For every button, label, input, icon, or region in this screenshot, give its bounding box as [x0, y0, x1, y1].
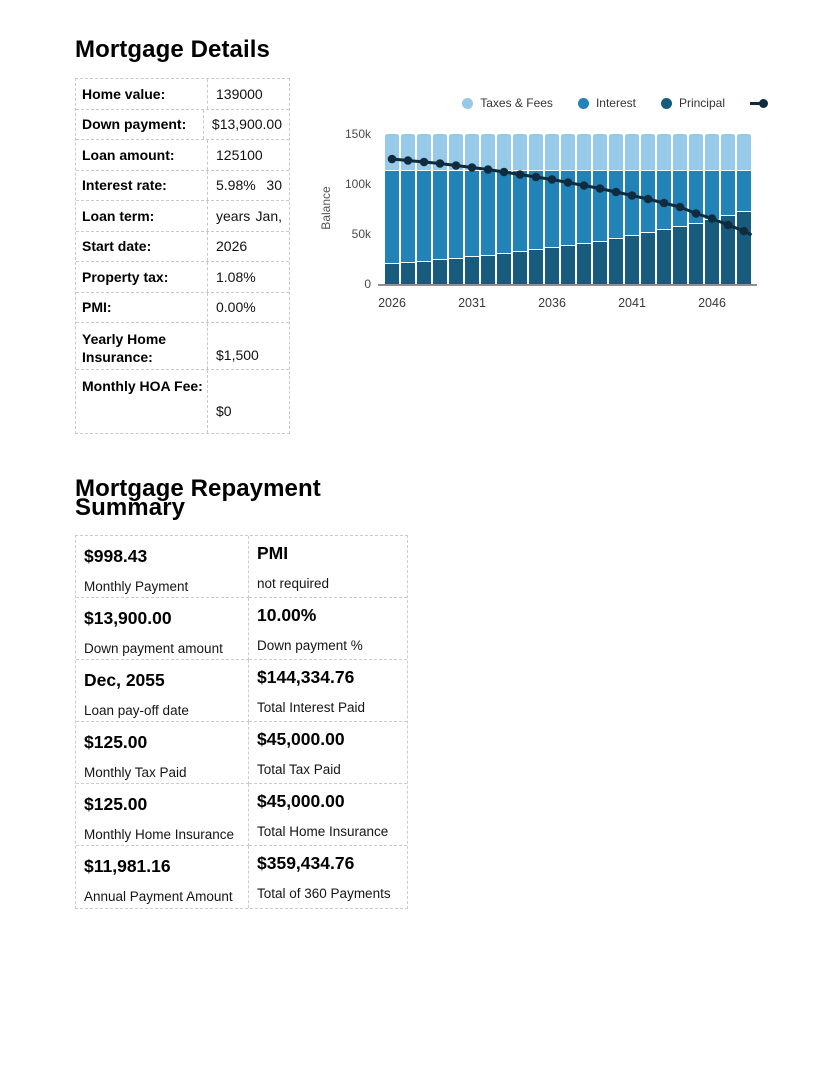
bar-segment-principal	[593, 242, 607, 285]
details-value-text: 125100	[216, 146, 263, 163]
x-tick-2046: 2046	[698, 296, 726, 310]
bar-segment-taxes	[721, 134, 735, 171]
bar-segment-interest	[609, 171, 623, 239]
details-row-label: PMI:	[76, 293, 208, 323]
bar-segment-principal	[561, 246, 575, 284]
summary-cell-label: Total Home Insurance	[257, 824, 389, 839]
summary-cell	[249, 846, 407, 908]
legend-item-balance	[750, 98, 770, 109]
bar-segment-taxes	[401, 134, 415, 171]
y-tick-50k: 50k	[351, 227, 371, 241]
bar-segment-taxes	[513, 134, 527, 171]
details-row-value	[208, 140, 289, 170]
bar-2041	[625, 134, 639, 284]
summary-cell-value: $45,000.00	[257, 729, 345, 749]
details-row-label: Down payment:	[76, 110, 204, 140]
bar-segment-principal	[641, 233, 655, 284]
bar-segment-interest	[497, 171, 511, 255]
bar-segment-principal	[737, 212, 751, 284]
details-value-text: 1.08%	[216, 268, 256, 285]
bar-segment-principal	[497, 254, 511, 284]
bar-segment-taxes	[593, 134, 607, 171]
bar-2035	[529, 134, 543, 284]
bar-segment-interest	[593, 171, 607, 242]
details-row-label: Start date:	[76, 232, 208, 262]
legend-item-taxes-fees	[462, 96, 553, 110]
details-value-text: 5.98%	[216, 177, 256, 194]
bar-segment-interest	[721, 171, 735, 217]
summary-cell	[249, 598, 407, 660]
bar-2036	[545, 134, 559, 284]
bar-2037	[561, 134, 575, 284]
bar-segment-interest	[465, 171, 479, 258]
details-row	[76, 79, 289, 110]
bar-2028	[417, 134, 431, 284]
summary-cell	[76, 536, 249, 598]
summary-section-title	[75, 475, 321, 521]
bar-segment-interest	[673, 171, 687, 228]
bar-segment-interest	[529, 171, 543, 251]
summary-cell-label: Annual Payment Amount	[84, 889, 233, 904]
summary-cell-value: $45,000.00	[257, 791, 345, 811]
bar-2045	[689, 134, 703, 284]
summary-cell-label: Monthly Tax Paid	[84, 765, 187, 780]
details-row	[76, 171, 289, 202]
bar-segment-taxes	[529, 134, 543, 171]
bar-segment-principal	[689, 224, 703, 284]
repayment-summary-grid	[75, 535, 408, 909]
bar-2046	[705, 134, 719, 284]
details-row-label: Home value:	[76, 79, 208, 109]
details-row	[76, 201, 289, 232]
legend-label: Principal	[678, 96, 725, 110]
bar-segment-principal	[705, 220, 719, 284]
details-value-text: years	[216, 207, 251, 224]
bar-segment-taxes	[577, 134, 591, 171]
bar-segment-interest	[577, 171, 591, 244]
bar-segment-principal	[577, 244, 591, 284]
bar-segment-taxes	[561, 134, 575, 171]
details-value-text: 139000	[216, 85, 263, 102]
summary-cell	[76, 784, 249, 846]
bar-segment-taxes	[609, 134, 623, 171]
bar-segment-interest	[641, 171, 655, 234]
bar-2048	[737, 134, 751, 284]
summary-cell	[249, 784, 407, 846]
bar-segment-principal	[401, 263, 415, 284]
summary-cell	[76, 660, 249, 722]
bar-segment-principal	[657, 230, 671, 284]
details-row-value	[204, 110, 289, 140]
bar-segment-taxes	[689, 134, 703, 171]
bar-segment-interest	[417, 171, 431, 262]
bar-segment-taxes	[737, 134, 751, 171]
details-value-text: $1,500	[216, 347, 259, 363]
summary-cell-value: $125.00	[84, 794, 148, 814]
details-row	[76, 370, 289, 433]
bar-2032	[481, 134, 495, 284]
bar-segment-taxes	[433, 134, 447, 171]
x-tick-2031: 2031	[458, 296, 486, 310]
details-row-label: Loan term:	[76, 201, 208, 231]
bar-2039	[593, 134, 607, 284]
details-row-value	[208, 262, 289, 292]
summary-cell	[76, 722, 249, 784]
summary-cell-value: PMI	[257, 543, 289, 563]
summary-cell-value: $11,981.16	[84, 856, 171, 876]
bar-segment-taxes	[641, 134, 655, 171]
bar-segment-interest	[401, 171, 415, 263]
bar-segment-taxes	[385, 134, 399, 171]
summary-cell-label: Total of 360 Payments	[257, 886, 391, 901]
bar-segment-principal	[465, 257, 479, 284]
details-row-value	[208, 293, 289, 323]
legend-swatch-icon	[661, 98, 672, 109]
balance-chart	[310, 90, 780, 325]
summary-cell-label: Total Interest Paid	[257, 700, 366, 715]
y-tick-150k: 150k	[344, 127, 371, 141]
summary-cell-label: Down payment amount	[84, 641, 223, 656]
bar-segment-taxes	[449, 134, 463, 171]
chart-legend	[310, 96, 770, 110]
bar-segment-interest	[625, 171, 639, 237]
details-value-text: 0.00%	[216, 299, 256, 316]
summary-title-line2: Summary	[75, 494, 186, 521]
details-row-label: Property tax:	[76, 262, 208, 292]
bar-segment-principal	[609, 239, 623, 284]
details-row	[76, 293, 289, 324]
details-row-value	[208, 171, 289, 201]
summary-title-line1: Mortgage Repayment	[75, 475, 321, 502]
legend-swatch-icon	[578, 98, 589, 109]
bar-segment-principal	[529, 250, 543, 284]
mortgage-details-table	[75, 78, 290, 434]
summary-cell-value: 10.00%	[257, 605, 317, 625]
details-row-label: Interest rate:	[76, 171, 208, 201]
legend-label: Taxes & Fees	[480, 96, 553, 110]
summary-cell-value: $359,434.76	[257, 853, 355, 873]
summary-cell-label: not required	[257, 576, 330, 591]
summary-cell-value: $144,334.76	[257, 667, 355, 687]
x-tick-2041: 2041	[618, 296, 646, 310]
details-value-text: 2026	[216, 238, 248, 255]
bar-2029	[433, 134, 447, 284]
details-row-label: Yearly Home Insurance:	[76, 323, 208, 369]
bar-segment-taxes	[625, 134, 639, 171]
bar-segment-taxes	[673, 134, 687, 171]
bar-segment-interest	[513, 171, 527, 253]
details-row-value	[208, 232, 289, 262]
details-row-label: Loan amount:	[76, 140, 208, 170]
details-row-value	[208, 79, 289, 109]
bar-2033	[497, 134, 511, 284]
legend-item-interest	[578, 96, 636, 110]
summary-cell	[249, 536, 407, 598]
bar-segment-taxes	[497, 134, 511, 171]
bar-segment-principal	[673, 227, 687, 284]
bar-segment-interest	[657, 171, 671, 231]
x-tick-2026: 2026	[378, 296, 406, 310]
bar-segment-interest	[449, 171, 463, 259]
bar-2044	[673, 134, 687, 284]
y-axis-label: Balance	[319, 186, 333, 230]
bar-segment-interest	[561, 171, 575, 247]
bar-segment-interest	[737, 171, 751, 213]
bar-2026	[385, 134, 399, 284]
bar-2047	[721, 134, 735, 284]
bar-2042	[641, 134, 655, 284]
bar-segment-interest	[705, 171, 719, 221]
bar-segment-taxes	[545, 134, 559, 171]
bar-segment-principal	[721, 216, 735, 284]
bar-segment-principal	[449, 259, 463, 284]
bar-segment-taxes	[417, 134, 431, 171]
bar-segment-principal	[625, 236, 639, 284]
bar-segment-taxes	[657, 134, 671, 171]
summary-cell-value: $998.43	[84, 546, 148, 566]
details-row-value	[208, 370, 289, 433]
details-row	[76, 140, 289, 171]
details-section-title: Mortgage Details	[75, 36, 270, 63]
details-row-value	[208, 201, 289, 231]
summary-cell	[249, 660, 407, 722]
legend-label: Interest	[595, 96, 636, 110]
summary-cell-label: Down payment %	[257, 638, 363, 653]
bar-segment-interest	[433, 171, 447, 261]
details-value-text: $0	[216, 403, 232, 419]
y-tick-100k: 100k	[344, 177, 371, 191]
summary-cell-value: $13,900.00	[84, 608, 172, 628]
bar-segment-principal	[433, 260, 447, 284]
summary-cell-label: Total Tax Paid	[257, 762, 341, 777]
summary-cell-value: $125.00	[84, 732, 148, 752]
bar-segment-interest	[385, 171, 399, 265]
details-row	[76, 110, 289, 141]
summary-cell	[76, 598, 249, 660]
summary-cell-label: Monthly Payment	[84, 579, 189, 594]
bar-segment-interest	[689, 171, 703, 224]
bar-segment-taxes	[705, 134, 719, 171]
y-tick-0: 0	[364, 277, 371, 291]
chart-plot-area	[385, 134, 751, 284]
legend-item-principal	[661, 96, 725, 110]
bar-segment-principal	[417, 262, 431, 285]
summary-cell-label: Loan pay-off date	[84, 703, 189, 718]
x-axis-line	[378, 284, 757, 286]
bar-2038	[577, 134, 591, 284]
bar-segment-principal	[385, 264, 399, 284]
legend-swatch-icon	[462, 98, 473, 109]
bar-segment-interest	[481, 171, 495, 256]
x-tick-2036: 2036	[538, 296, 566, 310]
details-row	[76, 262, 289, 293]
bar-segment-taxes	[465, 134, 479, 171]
details-value-text: $13,900.00	[211, 116, 282, 133]
bar-segment-interest	[545, 171, 559, 249]
details-row	[76, 232, 289, 263]
bar-2040	[609, 134, 623, 284]
summary-cell-value: Dec, 2055	[84, 670, 165, 690]
details-row-value	[208, 323, 289, 369]
details-row	[76, 323, 289, 370]
bar-2031	[465, 134, 479, 284]
balance-line-legend-marker-icon	[750, 98, 770, 109]
bar-2034	[513, 134, 527, 284]
summary-cell	[76, 846, 249, 908]
details-value-overflow-text: 30	[266, 177, 282, 194]
bar-segment-principal	[481, 256, 495, 284]
summary-cell-label: Monthly Home Insurance	[84, 827, 235, 842]
details-value-overflow-text: Jan,	[255, 207, 282, 224]
bar-segment-principal	[545, 248, 559, 284]
bar-segment-principal	[513, 252, 527, 284]
details-row-label: Monthly HOA Fee:	[76, 370, 208, 433]
bar-2043	[657, 134, 671, 284]
bar-2030	[449, 134, 463, 284]
summary-cell	[249, 722, 407, 784]
bar-2027	[401, 134, 415, 284]
bar-segment-taxes	[481, 134, 495, 171]
